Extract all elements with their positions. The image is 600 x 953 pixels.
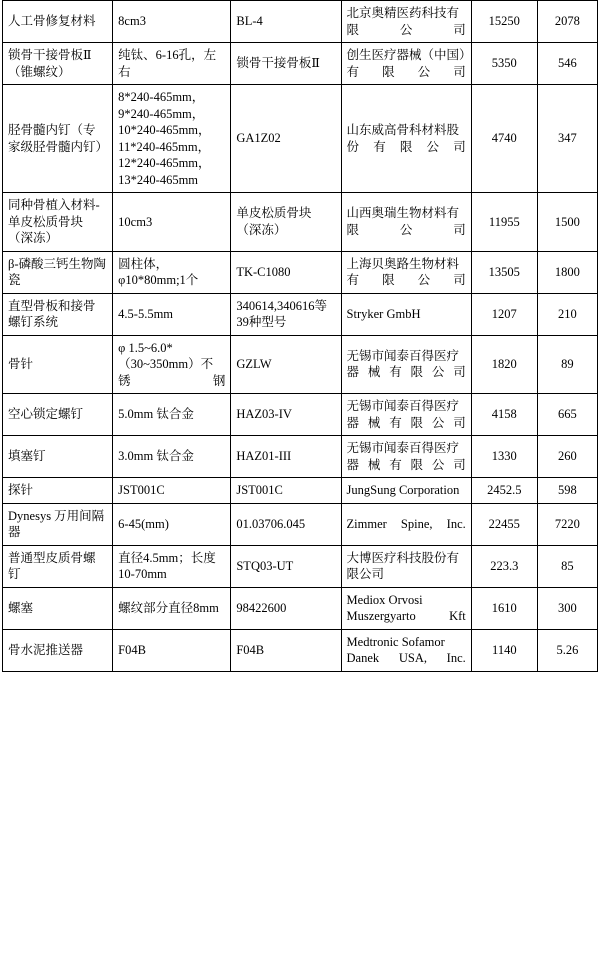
cell-model: STQ03-UT: [231, 545, 341, 587]
cell-fee: 89: [537, 335, 597, 394]
cell-product-name: 锁骨干接骨板Ⅱ（锥螺纹）: [3, 43, 113, 85]
cell-spec: 5.0mm 钛合金: [113, 394, 231, 436]
cell-manufacturer: 山东威高骨科材料股份有限公司: [341, 85, 471, 193]
cell-fee: 546: [537, 43, 597, 85]
cell-model: 单皮松质骨块（深冻）: [231, 193, 341, 252]
table-row: [3, 1, 598, 43]
cell-manufacturer: Stryker GmbH: [341, 293, 471, 335]
cell-manufacturer: JungSung Corporation: [341, 478, 471, 504]
cell-fee: 347: [537, 85, 597, 193]
cell-spec: 圆柱体，φ10*80mm;1个: [113, 251, 231, 293]
cell-model: BL-4: [231, 1, 341, 43]
cell-model: TK-C1080: [231, 251, 341, 293]
cell-fee: 300: [537, 587, 597, 629]
cell-fee: 598: [537, 478, 597, 504]
cell-manufacturer: 大博医疗科技股份有限公司: [341, 545, 471, 587]
table-row: [3, 503, 598, 545]
table-row: [3, 629, 598, 671]
cell-spec: 3.0mm 钛合金: [113, 436, 231, 478]
table-row: [3, 293, 598, 335]
cell-model: F04B: [231, 629, 341, 671]
cell-product-name: 螺塞: [3, 587, 113, 629]
cell-model: 锁骨干接骨板Ⅱ: [231, 43, 341, 85]
cell-price: 1330: [471, 436, 537, 478]
cell-manufacturer: 上海贝奥路生物材料有限公司: [341, 251, 471, 293]
cell-spec: 6-45(mm): [113, 503, 231, 545]
cell-spec: 10cm3: [113, 193, 231, 252]
cell-price: 2452.5: [471, 478, 537, 504]
cell-fee: 85: [537, 545, 597, 587]
cell-manufacturer: 无锡市闻泰百得医疗器械有限公司: [341, 394, 471, 436]
cell-model: 340614,340616等39种型号: [231, 293, 341, 335]
cell-fee: 1800: [537, 251, 597, 293]
cell-spec: 8*240-465mm，9*240-465mm，10*240-465mm，11*240-465mm，12*240-465mm，13*240-465mm: [113, 85, 231, 193]
cell-product-name: 普通型皮质骨螺钉: [3, 545, 113, 587]
cell-manufacturer: Zimmer Spine, Inc.: [341, 503, 471, 545]
table-row: [3, 85, 598, 193]
table-row: [3, 251, 598, 293]
cell-fee: 7220: [537, 503, 597, 545]
cell-model: GZLW: [231, 335, 341, 394]
cell-fee: 5.26: [537, 629, 597, 671]
cell-manufacturer: 山西奥瑞生物材料有限公司: [341, 193, 471, 252]
cell-price: 1820: [471, 335, 537, 394]
cell-model: HAZ01-III: [231, 436, 341, 478]
cell-product-name: 探针: [3, 478, 113, 504]
cell-spec: JST001C: [113, 478, 231, 504]
cell-spec: 螺纹部分直径8mm: [113, 587, 231, 629]
cell-manufacturer: Medtronic Sofamor Danek USA, Inc.: [341, 629, 471, 671]
cell-price: 223.3: [471, 545, 537, 587]
cell-product-name: 同种骨植入材料-单皮松质骨块（深冻）: [3, 193, 113, 252]
table-row: [3, 545, 598, 587]
table-row: [3, 394, 598, 436]
cell-product-name: β-磷酸三钙生物陶瓷: [3, 251, 113, 293]
cell-manufacturer: Mediox Orvosi Muszergyarto Kft: [341, 587, 471, 629]
cell-price: 22455: [471, 503, 537, 545]
cell-fee: 665: [537, 394, 597, 436]
cell-spec: 8cm3: [113, 1, 231, 43]
cell-spec: φ 1.5~6.0*（30~350mm）不锈钢: [113, 335, 231, 394]
cell-product-name: 骨针: [3, 335, 113, 394]
cell-spec: F04B: [113, 629, 231, 671]
table-row: [3, 335, 598, 394]
cell-fee: 210: [537, 293, 597, 335]
cell-manufacturer: 北京奥精医药科技有限公司: [341, 1, 471, 43]
table-row: [3, 436, 598, 478]
cell-price: 15250: [471, 1, 537, 43]
cell-price: 1207: [471, 293, 537, 335]
cell-manufacturer: 无锡市闻泰百得医疗器械有限公司: [341, 335, 471, 394]
cell-product-name: 胫骨髓内钉（专家级胫骨髓内钉）: [3, 85, 113, 193]
cell-spec: 直径4.5mm；长度10-70mm: [113, 545, 231, 587]
cell-price: 11955: [471, 193, 537, 252]
cell-price: 1610: [471, 587, 537, 629]
cell-model: GA1Z02: [231, 85, 341, 193]
cell-manufacturer: 创生医疗器械（中国）有限公司: [341, 43, 471, 85]
cell-spec: 4.5-5.5mm: [113, 293, 231, 335]
table-row: [3, 587, 598, 629]
cell-fee: 1500: [537, 193, 597, 252]
cell-product-name: 直型骨板和接骨螺钉系统: [3, 293, 113, 335]
cell-product-name: Dynesys 万用间隔器: [3, 503, 113, 545]
cell-spec: 纯钛、6-16孔，左右: [113, 43, 231, 85]
cell-product-name: 人工骨修复材料: [3, 1, 113, 43]
cell-fee: 2078: [537, 1, 597, 43]
cell-price: 5350: [471, 43, 537, 85]
cell-price: 1140: [471, 629, 537, 671]
table-row: [3, 43, 598, 85]
table-body: [3, 1, 598, 672]
table-row: [3, 478, 598, 504]
cell-product-name: 填塞钉: [3, 436, 113, 478]
cell-model: JST001C: [231, 478, 341, 504]
table-row: [3, 193, 598, 252]
cell-price: 4158: [471, 394, 537, 436]
medical-device-price-table: [2, 0, 598, 672]
cell-model: 01.03706.045: [231, 503, 341, 545]
cell-price: 4740: [471, 85, 537, 193]
cell-fee: 260: [537, 436, 597, 478]
cell-product-name: 空心锁定螺钉: [3, 394, 113, 436]
cell-price: 13505: [471, 251, 537, 293]
cell-model: HAZ03-IV: [231, 394, 341, 436]
cell-product-name: 骨水泥推送器: [3, 629, 113, 671]
cell-model: 98422600: [231, 587, 341, 629]
cell-manufacturer: 无锡市闻泰百得医疗器械有限公司: [341, 436, 471, 478]
